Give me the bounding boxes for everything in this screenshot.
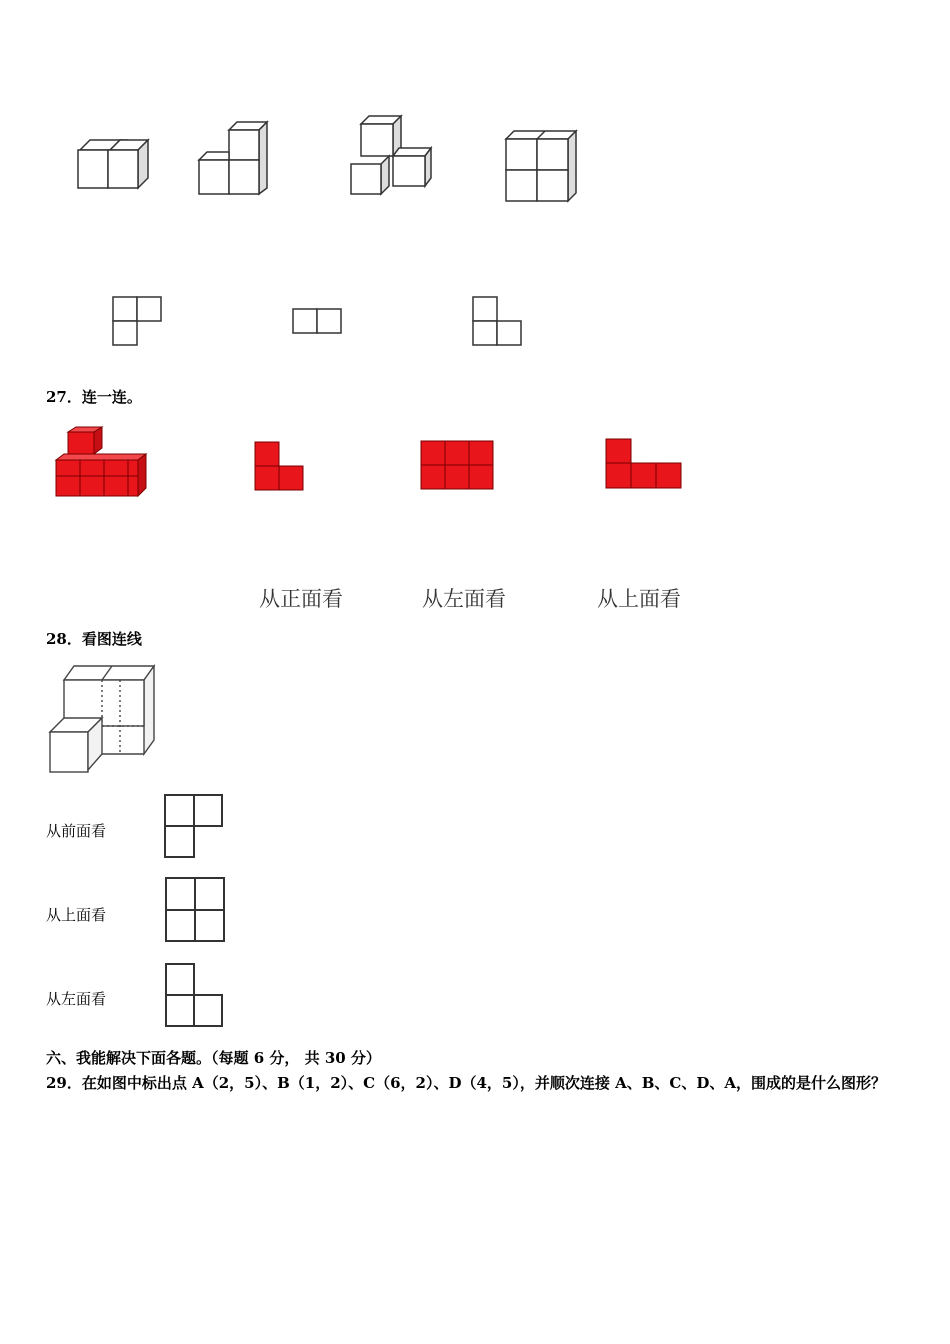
red-view-1 (254, 441, 306, 493)
option-shape-top (164, 876, 228, 944)
view-label-front: 从正面看 (259, 587, 343, 611)
solid-figure-4 (500, 125, 585, 205)
view-shape-3 (472, 296, 524, 348)
option-label-top: 从上面看 (46, 906, 107, 924)
sketch-solid-figure (44, 660, 159, 778)
solid-figure-3 (345, 110, 440, 200)
red-solid-figure (52, 426, 152, 500)
red-view-3 (605, 438, 683, 492)
red-view-2 (420, 440, 496, 492)
option-shape-front (163, 793, 225, 859)
option-label-front: 从前面看 (46, 822, 107, 840)
question-29-text: 29．在如图中标出点 A（2，5）、B（1，2）、C（6，2）、D（4，5），并顺次连接 A、B、C、D、A，围成的是什么图形？ (46, 1074, 886, 1092)
view-label-top: 从上面看 (597, 587, 681, 611)
question-28-title: 28．看图连线 (46, 630, 142, 648)
solid-figure-1 (70, 130, 160, 200)
option-shape-left (164, 962, 226, 1028)
solid-figure-2 (195, 118, 285, 198)
view-shape-2 (292, 308, 344, 336)
section-6-heading: 六、我能解决下面各题。（每题 6 分， 共 30 分） (46, 1049, 381, 1067)
option-label-left: 从左面看 (46, 990, 107, 1008)
view-shape-1 (112, 296, 164, 348)
view-label-left: 从左面看 (422, 587, 506, 611)
question-27-title: 27．连一连。 (46, 388, 142, 406)
